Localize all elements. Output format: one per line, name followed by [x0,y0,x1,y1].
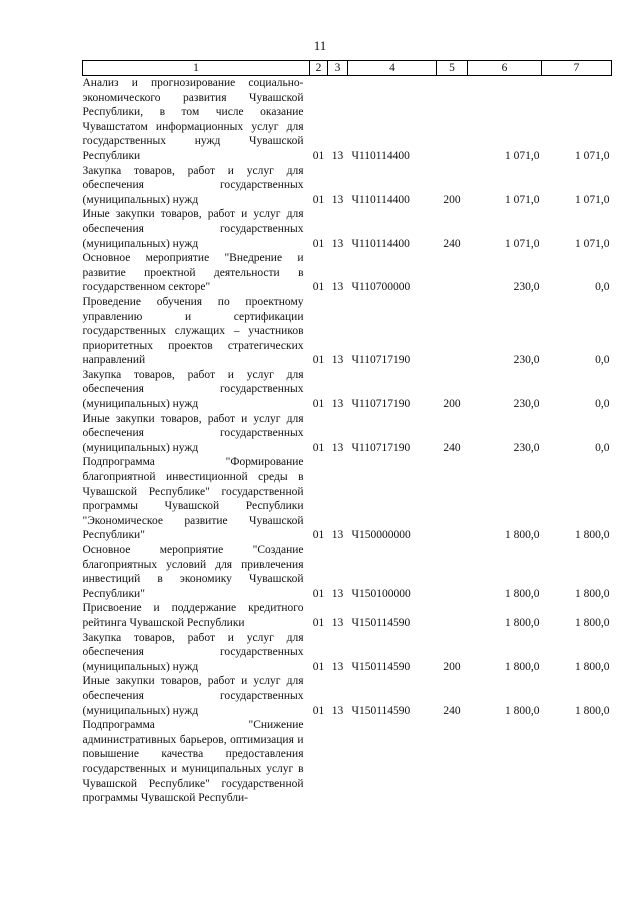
row-amount-1: 1 800,0 [505,529,540,542]
header-col-6: 6 [468,61,542,76]
header-col-7: 7 [542,61,612,76]
budget-table [82,60,612,806]
row-amount-1: 230,0 [513,398,540,411]
header-col-2: 2 [310,61,328,76]
row-amount-2: 0,0 [595,354,610,367]
row-description: Закупка товаров, работ и услуг для обеспечения государственных (муниципальных) нужд [82,631,304,673]
row-amount-1: 1 800,0 [505,587,540,600]
row-section-code [310,718,328,806]
row-amount-2: 1 800,0 [575,616,610,629]
row-subsection-code: 13 [331,149,344,162]
row-subsection-code: 13 [331,398,344,411]
row-description: Иные закупки товаров, работ и услуг для обеспечения государственных (муниципальных) нужд [82,412,304,454]
row-amount-1: 1 800,0 [505,616,540,629]
row-amount-2: 1 800,0 [575,704,610,717]
row-amount-1: 1 800,0 [505,660,540,673]
row-description: Иные закупки товаров, работ и услуг для обеспечения государственных (муниципальных) нужд [82,675,304,717]
header-col-3: 3 [328,61,348,76]
row-amount-1: 230,0 [513,354,540,367]
row-expense-type: 240 [443,704,461,717]
row-subsection-code: 13 [331,529,344,542]
row-section-code: 01 [312,704,325,717]
row-target-article: Ч150114590 [351,660,411,673]
row-description: Закупка товаров, работ и услуг для обеспечения государственных (муниципальных) нужд [82,164,304,206]
row-section-code: 01 [312,529,325,542]
row-amount-2: 1 800,0 [575,660,610,673]
row-amount-1: 230,0 [513,281,540,294]
row-target-article: Ч110700000 [351,281,411,294]
row-section-code: 01 [312,281,325,294]
row-subsection-code: 13 [331,704,344,717]
table-row [83,368,612,412]
row-expense-type [437,601,468,630]
row-description: Подпрограмма "Формирование благоприятной инвестиционной среды в Чувашской Республике" государственной программы Чувашской Республики "Экономическое развитие Чувашской Республики" [82,456,304,542]
row-expense-type: 200 [443,660,461,673]
table-row [83,601,612,630]
row-description: Подпрограмма "Снижение административных барьеров, оптимизация и повышение качества предоставления государственных и муниципальных услуг в Чувашской Республике" государственной программы Чувашской Республи- [82,719,304,805]
row-amount-2: 1 800,0 [575,587,610,600]
row-target-article: Ч110717190 [351,441,411,454]
row-section-code: 01 [312,237,325,250]
row-target-article: Ч110114400 [351,149,410,162]
row-target-article: Ч150100000 [351,587,411,600]
row-amount-2: 1 071,0 [575,149,610,162]
row-subsection-code: 13 [331,660,344,673]
row-amount-1 [468,718,542,806]
row-amount-2: 1 071,0 [575,193,610,206]
table-row [83,718,612,806]
row-amount-2: 0,0 [595,441,610,454]
row-expense-type: 200 [443,398,461,411]
row-description: Закупка товаров, работ и услуг для обеспечения государственных (муниципальных) нужд [82,368,304,411]
table-row [83,251,612,295]
header-col-5: 5 [437,61,468,76]
table-row [83,207,612,251]
row-amount-1: 230,0 [513,441,540,454]
row-amount-2: 0,0 [595,398,610,411]
row-expense-type: 240 [443,237,461,250]
row-expense-type [437,455,468,543]
row-amount-1: 1 071,0 [505,237,540,250]
row-section-code: 01 [312,587,325,600]
header-col-4: 4 [348,61,437,76]
row-subsection-code: 13 [331,354,344,367]
row-expense-type [437,251,468,295]
row-section-code: 01 [312,354,325,367]
row-description: Проведение обучения по проектному управлению и сертификации государственных служащих – участников приоритетных проектов стратегических направлений [82,295,304,367]
row-target-article [348,718,437,806]
header-row [83,61,612,76]
row-amount-1: 1 071,0 [505,193,540,206]
table-row [83,631,612,675]
row-subsection-code: 13 [331,193,344,206]
row-target-article: Ч110114400 [351,193,410,206]
row-target-article: Ч150114590 [351,704,411,717]
row-amount-2: 0,0 [595,281,610,294]
table-row [83,76,612,164]
row-expense-type [437,543,468,601]
row-subsection-code: 13 [331,441,344,454]
table-row [83,164,612,208]
row-section-code: 01 [312,441,325,454]
header-col-1: 1 [83,61,310,76]
row-target-article: Ч110717190 [351,398,411,411]
table-row [83,295,612,368]
row-subsection-code: 13 [331,281,344,294]
table-row [83,543,612,601]
row-amount-2 [542,718,612,806]
row-section-code: 01 [312,660,325,673]
row-section-code: 01 [312,193,325,206]
row-description: Основное мероприятие "Создание благоприятных условий для привлечения инвестиций в экономику Чувашской Республики" [82,544,304,600]
row-description: Основное мероприятие "Внедрение и развитие проектной деятельности в государственном секторе" [82,252,304,294]
row-expense-type: 240 [443,441,461,454]
row-expense-type: 200 [443,193,461,206]
row-expense-type [437,76,468,164]
row-subsection-code: 13 [331,616,344,629]
row-description: Присвоение и поддержание кредитного рейтинга Чувашской Республики [82,602,304,629]
row-amount-1: 1 071,0 [505,149,540,162]
row-target-article: Ч150114590 [351,616,411,629]
row-description: Иные закупки товаров, работ и услуг для обеспечения государственных (муниципальных) нужд [82,208,304,250]
table-row [83,674,612,718]
row-amount-2: 1 071,0 [575,237,610,250]
row-section-code: 01 [312,398,325,411]
row-subsection-code: 13 [331,587,344,600]
table-row [83,412,612,456]
row-subsection-code: 13 [331,237,344,250]
row-description: Анализ и прогнозирование социально-экономического развития Чувашской Республики, в том числе оказание Чувашстатом информационных услуг для государственных нужд Чувашской Республики [82,77,304,162]
row-section-code: 01 [312,616,325,629]
row-subsection-code [328,718,348,806]
page-number: 11 [313,38,327,53]
row-target-article: Ч110717190 [351,354,411,367]
row-section-code: 01 [312,149,325,162]
row-expense-type [437,295,468,368]
table-row [83,455,612,543]
row-expense-type [437,718,468,806]
row-target-article: Ч150000000 [351,529,411,542]
row-amount-2: 1 800,0 [575,529,610,542]
row-target-article: Ч110114400 [351,237,410,250]
row-amount-1: 1 800,0 [505,704,540,717]
